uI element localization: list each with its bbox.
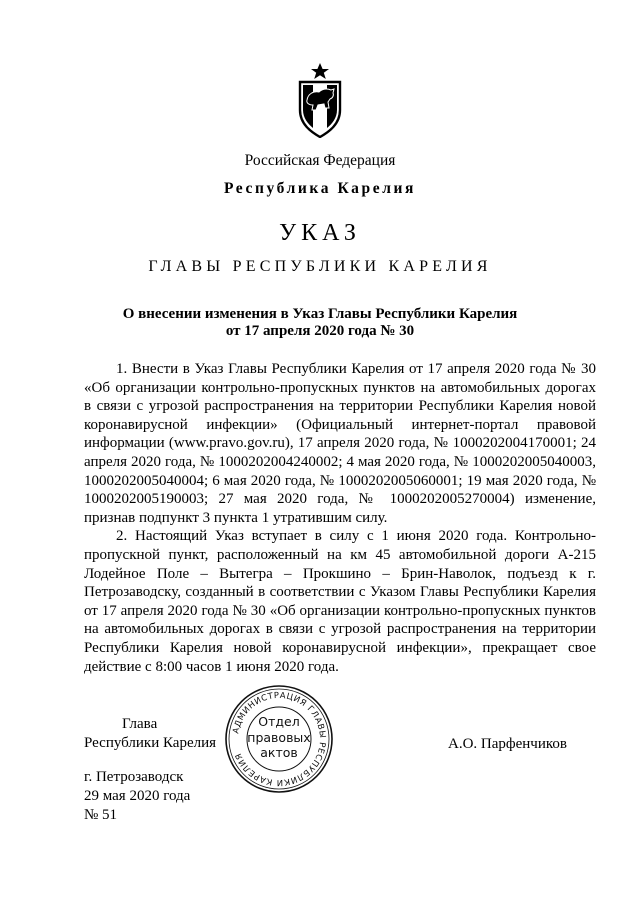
document-body: [84, 360, 596, 676]
signer-title-line-1: Глава: [122, 716, 158, 732]
stamp-center-line-2: правовых: [247, 730, 311, 745]
signer-title: [84, 715, 216, 753]
stamp-ring-text: АДМИНИСТРАЦИЯ ГЛАВЫ РЕСПУБЛИКИ КАРЕЛИЯ: [230, 689, 329, 789]
federation-label: Российская Федерация: [244, 152, 396, 169]
issuing-authority: ГЛАВЫ РЕСПУБЛИКИ КАРЕЛИЯ: [148, 258, 492, 275]
place-and-date: [84, 768, 190, 825]
stamp-center-line-3: актов: [260, 745, 298, 760]
decree-number: № 51: [84, 807, 118, 823]
title-line-2: от 17 апреля 2020 года № 30: [225, 323, 415, 339]
paragraph-1: 1. Внести в Указ Главы Республики Карелия от 17 апреля 2020 года № 30 «Об организации контрольно-пропускных пунктов на автомобильных дорогах в связи с угрозой распространения на территории Республики Карелия новой коронавирусной инфекции» (Официальный интернет-портал правовой информации (www.pravo.gov.ru), 17 апреля 2020 года, № 1000202004170001; 24 апреля 2020 года, № 1000202004240002; 4 мая 2020 года, № 1000202005040003, 1000202005040004; 6 мая 2020 года, № 1000202005060001; 19 мая 2020 года, № 1000202005190003; 27 мая 2020 года, № 1000202005270004) изменение, признав подпункт 3 пункта 1 утратившим силу.: [84, 361, 596, 526]
date-label: 29 мая 2020 года: [84, 788, 191, 804]
place-label: г. Петрозаводск: [84, 769, 184, 785]
document-title: [120, 306, 520, 340]
coat-of-arms-icon: [294, 62, 346, 138]
signer-name: А.О. Парфенчиков: [448, 736, 567, 752]
official-stamp: [223, 683, 335, 795]
signer-title-line-2: Республики Карелия: [84, 735, 217, 751]
paragraph-2: 2. Настоящий Указ вступает в силу с 1 июня 2020 года. Контрольно-пропускной пункт, расположенный на км 45 автомобильной дороги А-215 Лодейное Поле – Вытегра – Прокшино – Брин-Наволок, подъезд к г. Петрозаводску, созданный в соответствии с Указом Главы Республики Карелия от 17 апреля 2020 года № 30 «Об организации контрольно-пропускных пунктов на автомобильных дорогах в связи с угрозой распространения на территории Республики Карелия новой коронавирусной инфекции», прекращает свое действие с 8:00 часов 1 июня 2020 года.: [84, 528, 596, 675]
stamp-center-line-1: Отдел: [258, 714, 300, 729]
republic-label: Республика Карелия: [223, 180, 417, 197]
title-line-1: О внесении изменения в Указ Главы Республики Карелия: [122, 306, 518, 322]
document-type: УКАЗ: [279, 220, 361, 246]
